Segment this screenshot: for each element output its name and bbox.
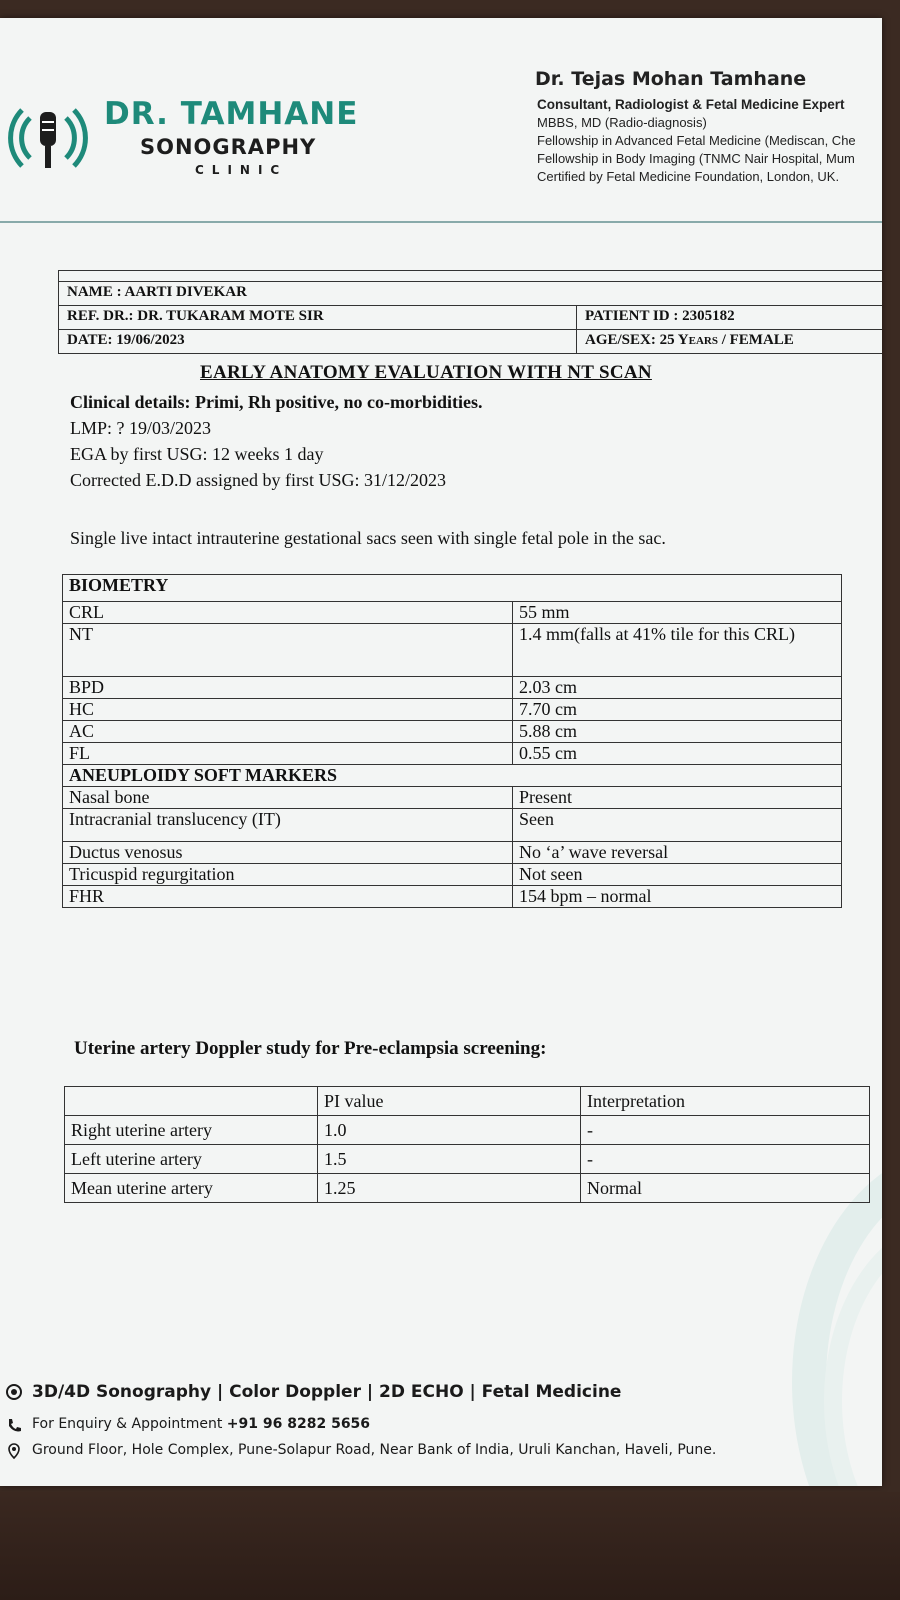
artery-name: Left uterine artery xyxy=(65,1145,318,1174)
artery-name: Right uterine artery xyxy=(65,1116,318,1145)
patient-info-box xyxy=(58,270,882,354)
table-row xyxy=(65,1174,870,1203)
markers-heading: ANEUPLOIDY SOFT MARKERS xyxy=(63,765,842,787)
biometry-value: 5.88 cm xyxy=(513,721,842,743)
biometry-value: 1.4 mm(falls at 41% tile for this CRL) xyxy=(513,624,842,677)
doppler-header: PI value xyxy=(318,1087,581,1116)
biometry-label: AC xyxy=(63,721,513,743)
table-row xyxy=(63,787,842,809)
doppler-header: Interpretation xyxy=(581,1087,870,1116)
table-row xyxy=(63,886,842,908)
doctor-certification: Certified by Fetal Medicine Foundation, London, UK. xyxy=(537,169,840,184)
artery-name: Mean uterine artery xyxy=(65,1174,318,1203)
table-row xyxy=(63,699,842,721)
patient-box-top-gap xyxy=(59,271,882,282)
referring-doctor: REF. DR.: DR. TUKARAM MOTE SIR xyxy=(59,306,577,329)
clinic-name: DR. TAMHANE xyxy=(104,96,359,132)
pi-value: 1.0 xyxy=(318,1116,581,1145)
marker-label: Tricuspid regurgitation xyxy=(63,864,513,886)
pi-value: 1.5 xyxy=(318,1145,581,1174)
lmp: LMP: ? 19/03/2023 xyxy=(70,418,212,438)
biometry-label: NT xyxy=(63,624,513,677)
clinical-details: Clinical details: Primi, Rh positive, no co-morbidities. xyxy=(70,392,483,412)
report-paper xyxy=(0,18,882,1486)
biometry-value: 7.70 cm xyxy=(513,699,842,721)
marker-value: Present xyxy=(513,787,842,809)
table-row xyxy=(63,575,842,602)
services-line: 3D/4D Sonography | Color Doppler | 2D ECHO | Fetal Medicine xyxy=(32,1382,622,1402)
table-row xyxy=(63,602,842,624)
doctor-name: Dr. Tejas Mohan Tamhane xyxy=(535,68,807,90)
address-line: Ground Floor, Hole Complex, Pune-Solapur Road, Near Bank of India, Uruli Kanchan, Haveli, Pune. xyxy=(32,1442,717,1458)
biometry-table xyxy=(62,574,842,908)
marker-label: Ductus venosus xyxy=(63,842,513,864)
ultrasound-icon xyxy=(4,1382,24,1402)
table-row xyxy=(65,1116,870,1145)
doctor-fellowship-1: Fellowship in Advanced Fetal Medicine (Mediscan, Che xyxy=(537,133,856,148)
phone-icon xyxy=(4,1416,24,1436)
clinic-subtitle-small: CLINIC xyxy=(195,163,288,177)
report-date: DATE: 19/06/2023 xyxy=(59,330,577,353)
marker-value: 154 bpm – normal xyxy=(513,886,842,908)
marker-value: Seen xyxy=(513,809,842,842)
marker-label: FHR xyxy=(63,886,513,908)
biometry-label: BPD xyxy=(63,677,513,699)
patient-name: NAME : AARTI DIVEKAR xyxy=(67,284,247,300)
marker-label: Nasal bone xyxy=(63,787,513,809)
biometry-label: HC xyxy=(63,699,513,721)
patient-row xyxy=(59,282,882,306)
biometry-value: 0.55 cm xyxy=(513,743,842,765)
interpretation: - xyxy=(581,1145,870,1174)
doppler-title: Uterine artery Doppler study for Pre-eclampsia screening: xyxy=(74,1038,547,1059)
table-row xyxy=(65,1145,870,1174)
patient-age-sex: AGE/SEX: 25 Years / FEMALE xyxy=(585,332,794,348)
table-row xyxy=(63,809,842,842)
report-title: EARLY ANATOMY EVALUATION WITH NT SCAN xyxy=(200,362,652,383)
enquiry-label: For Enquiry & Appointment xyxy=(32,1416,227,1432)
sonography-logo-icon xyxy=(0,90,96,186)
interpretation: Normal xyxy=(581,1174,870,1203)
doctor-fellowship-2: Fellowship in Body Imaging (TNMC Nair Hospital, Mum xyxy=(537,151,855,166)
header-divider xyxy=(0,221,882,223)
ega: EGA by first USG: 12 weeks 1 day xyxy=(70,444,324,464)
table-row xyxy=(63,624,842,677)
findings-intro: Single live intact intrauterine gestational sacs seen with single fetal pole in the sac. xyxy=(70,528,666,548)
clinic-subtitle: SONOGRAPHY xyxy=(140,135,317,159)
table-row xyxy=(63,765,842,787)
doctor-degree: MBBS, MD (Radio-diagnosis) xyxy=(537,115,707,130)
biometry-label: FL xyxy=(63,743,513,765)
location-pin-icon xyxy=(4,1442,24,1462)
marker-value: No ‘a’ wave reversal xyxy=(513,842,842,864)
table-row xyxy=(63,864,842,886)
table-header-row xyxy=(65,1087,870,1116)
interpretation: - xyxy=(581,1116,870,1145)
doctor-title: Consultant, Radiologist & Fetal Medicine Expert xyxy=(537,97,845,112)
table-row xyxy=(63,721,842,743)
doppler-header xyxy=(65,1087,318,1116)
doppler-table xyxy=(64,1086,870,1203)
biometry-label: CRL xyxy=(63,602,513,624)
biometry-value: 55 mm xyxy=(513,602,842,624)
table-row xyxy=(63,677,842,699)
marker-value: Not seen xyxy=(513,864,842,886)
edd: Corrected E.D.D assigned by first USG: 31/12/2023 xyxy=(70,470,446,490)
patient-row xyxy=(59,306,882,330)
desk-surface xyxy=(0,1492,900,1600)
enquiry-line xyxy=(32,1416,370,1432)
doctor-credentials xyxy=(537,96,882,186)
patient-id: PATIENT ID : 2305182 xyxy=(585,308,735,324)
phone-number: +91 96 8282 5656 xyxy=(226,1416,371,1432)
marker-label: Intracranial translucency (IT) xyxy=(63,809,513,842)
patient-row xyxy=(59,330,882,353)
biometry-heading: BIOMETRY xyxy=(63,575,842,602)
pi-value: 1.25 xyxy=(318,1174,581,1203)
table-row xyxy=(63,842,842,864)
biometry-value: 2.03 cm xyxy=(513,677,842,699)
table-row xyxy=(63,743,842,765)
